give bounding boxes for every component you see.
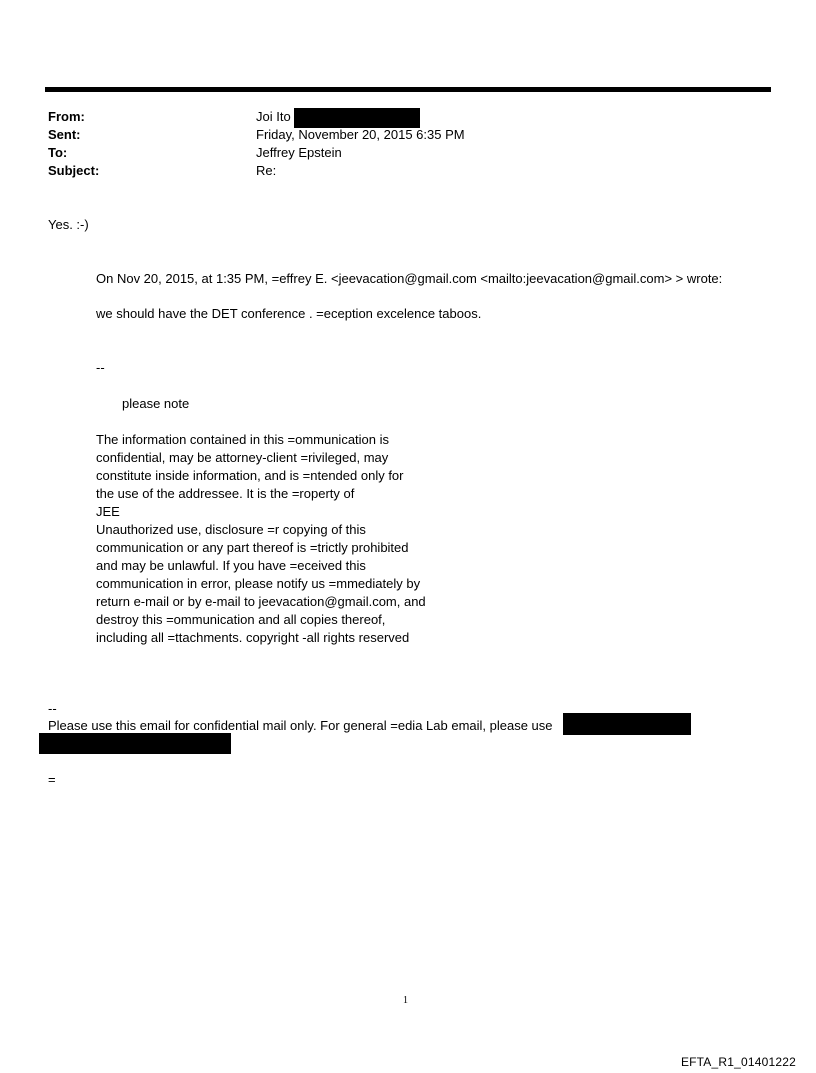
disclaimer-line: JEE (96, 504, 120, 519)
bates-number: EFTA_R1_01401222 (680, 1055, 796, 1069)
subject-value: Re: (256, 163, 277, 178)
from-name: Joi Ito (256, 109, 291, 124)
disclaimer-line: confidential, may be attorney-client =rivileged, may (96, 450, 389, 465)
disclaimer-line: return e-mail or by e-mail to jeevacation@gmail.com, and (96, 594, 426, 609)
disclaimer-line: the use of the addressee. It is the =roperty of (96, 486, 355, 501)
subject-label: Subject: (48, 163, 100, 178)
quote-intro: On Nov 20, 2015, at 1:35 PM, =effrey E. <jeevacation@gmail.com <mailto:jeevacation@gmail.com> > wrote: (96, 271, 723, 286)
trailing-equals: = (48, 772, 56, 787)
disclaimer-line: and may be unlawful. If you have =eceived this (96, 558, 366, 573)
reply-text: Yes. :-) (48, 217, 89, 232)
to-value: Jeffrey Epstein (256, 145, 342, 160)
disclaimer-line: including all =ttachments. copyright -all rights reserved (96, 630, 410, 645)
redaction-email-1 (563, 713, 691, 735)
from-row (48, 108, 748, 126)
subject-row (48, 162, 748, 180)
disclaimer-line: The information contained in this =ommunication is (96, 432, 390, 447)
disclaimer-line: Unauthorized use, disclosure =r copying of this (96, 522, 366, 537)
redaction-from-email (294, 108, 420, 128)
to-row (48, 144, 748, 162)
quote-message: we should have the DET conference . =eception excelence taboos. (96, 306, 482, 321)
disclaimer-line: constitute inside information, and is =ntended only for (96, 468, 404, 483)
sent-value: Friday, November 20, 2015 6:35 PM (256, 127, 465, 142)
disclaimer (96, 431, 426, 647)
quote-signature-separator: -- (96, 360, 105, 375)
page-number: 1 (403, 995, 408, 1006)
disclaimer-line: communication or any part thereof is =trictly prohibited (96, 540, 409, 555)
from-value (256, 108, 420, 128)
to-label: To: (48, 145, 68, 160)
please-note: please note (122, 396, 190, 411)
sent-row (48, 126, 748, 144)
from-label: From: (48, 109, 85, 124)
disclaimer-line: communication in error, please notify us =mmediately by (96, 576, 421, 591)
footer-note: Please use this email for confidential mail only. For general =edia Lab email, please use (48, 718, 553, 733)
disclaimer-line: destroy this =ommunication and all copies thereof, (96, 612, 386, 627)
header-rule (45, 87, 771, 92)
signature-separator: -- (48, 701, 57, 716)
redaction-email-2 (39, 733, 231, 754)
sent-label: Sent: (48, 127, 81, 142)
